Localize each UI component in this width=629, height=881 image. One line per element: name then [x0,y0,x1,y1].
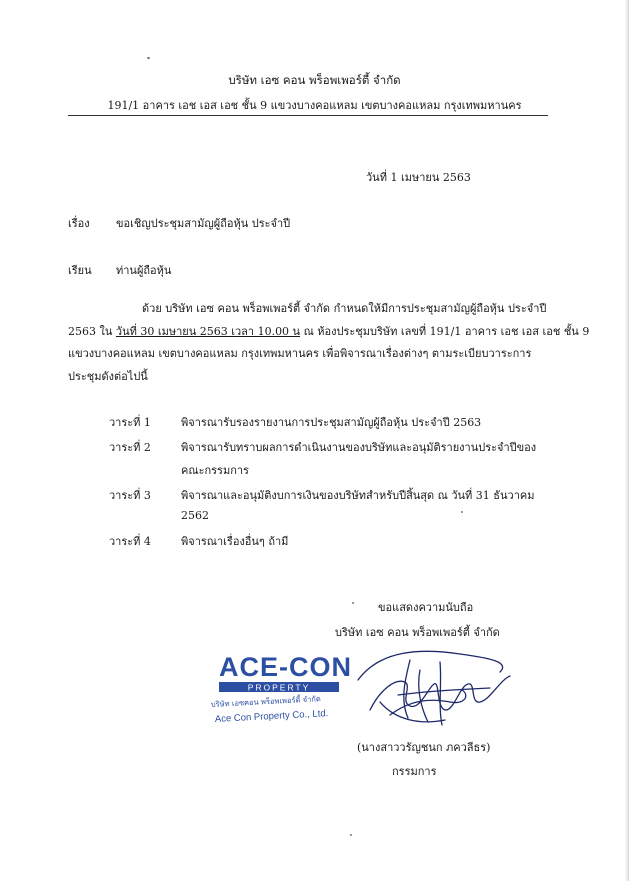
body-line-4: ประชุมดังต่อไปนี้ [68,369,148,383]
agenda-1-text: พิจารณารับรองรายงานการประชุมสามัญผู้ถือหุ้น ประจำปี 2563 [181,416,482,429]
body-line-2 [68,321,590,344]
meeting-datetime: วันที่ 30 เมษายน 2563 เวลา 10.00 น [115,324,301,338]
recipient-text: ท่านผู้ถือหุ้น [116,264,172,277]
agenda-2-text: พิจารณารับทราบผลการดำเนินงานของบริษัทและอนุมัติรายงานประจำปีของ [181,441,537,454]
agenda-3-text: พิจารณาและอนุมัติงบการเงินของบริษัทสำหรับปีสิ้นสุด ณ วันที่ 31 ธันวาคม [181,489,535,502]
signer-position: กรรมการ [392,765,437,778]
letterhead-divider [68,115,548,116]
subject-label: เรื่อง [68,217,90,230]
closing-company: บริษัท เอซ คอน พร็อพเพอร์ตี้ จำกัด [335,626,500,639]
company-stamp-logo [205,650,355,730]
scan-speck [147,57,150,59]
agenda-2-label: วาระที่ 2 [109,441,151,454]
stamp-en: Ace Con Property Co., Ltd. [214,708,329,725]
scan-speck [352,602,354,604]
agenda-1-label: วาระที่ 1 [109,416,151,429]
recipient-label: เรียน [68,264,92,277]
agenda-4-label: วาระที่ 4 [109,535,151,548]
body-line-2-post: ณ ห้องประชุมบริษัท เลขที่ 191/1 อาคาร เอช เอส เอช ชั้น 9 [300,324,590,338]
agenda-3-label: วาระที่ 3 [109,489,151,502]
agenda-3-text-cont: 2562 [181,509,209,522]
agenda-2-text-cont: คณะกรรมการ [181,464,249,477]
letter-body [68,298,590,388]
subject-text: ขอเชิญประชุมสามัญผู้ถือหุ้น ประจำปี [116,217,291,230]
closing-regards: ขอแสดงความนับถือ [378,601,474,614]
agenda-4-text: พิจารณาเรื่องอื่นๆ ถ้ามี [181,535,289,548]
letterhead-address: 191/1 อาคาร เอช เอส เอช ชั้น 9 แขวงบางคอแหลม เขตบางคอแหลม กรุงเทพมหานคร [107,99,522,112]
signature-graphic [350,640,520,735]
stamp-thai: บริษัท เอซคอน พร็อพเพอร์ตี้ จำกัด [210,694,321,709]
letter-date: วันที่ 1 เมษายน 2563 [366,171,471,184]
signer-name: (นางสาววรัญชนก ภควลีธร) [357,741,491,754]
body-line-2-pre: 2563 ใน [68,324,116,338]
letterhead-company: บริษัท เอซ คอน พร็อพเพอร์ตี้ จำกัด [228,73,401,87]
body-line-3: แขวงบางคอแหลม เขตบางคอแหลม กรุงเทพมหานคร เพื่อพิจารณาเรื่องต่างๆ ตามระเบียบวาระการ [68,347,532,360]
scan-speck [350,834,352,836]
body-line-1: ด้วย บริษัท เอซ คอน พร็อพเพอร์ตี้ จำกัด กำหนดให้มีการประชุมสามัญผู้ถือหุ้น ประจำปี [142,302,547,315]
stamp-sub: PROPERTY [247,682,311,693]
scan-edge-shadow [625,0,629,881]
scan-speck [461,511,463,513]
stamp-brand: ACE-CON [219,652,352,682]
